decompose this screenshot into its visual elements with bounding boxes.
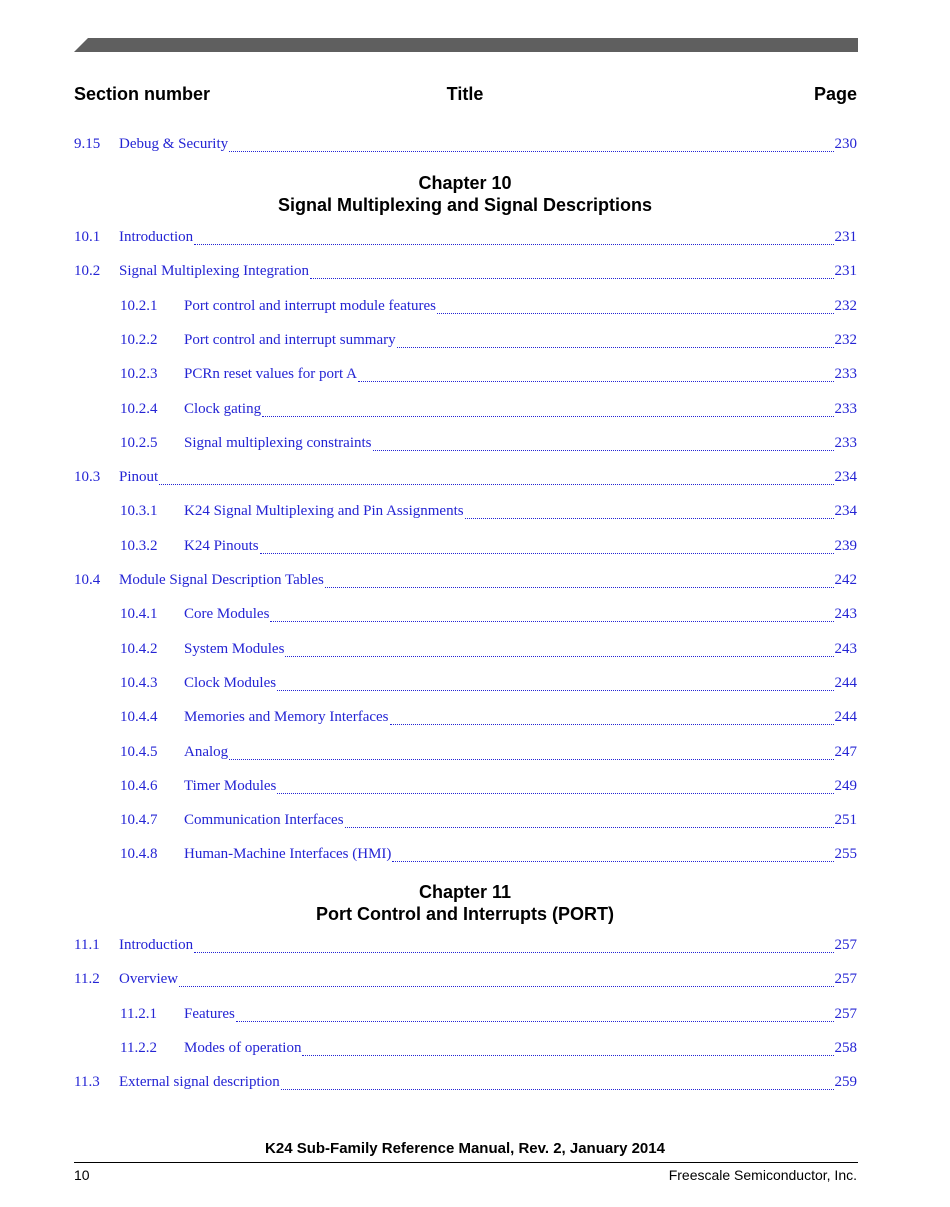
toc-entry-number: 11.2.1	[120, 1006, 157, 1022]
toc-leader-dots	[325, 586, 834, 588]
toc-leader-dots	[159, 483, 833, 485]
toc-leader-dots	[390, 723, 834, 725]
toc-leader-dots	[277, 689, 833, 691]
toc-leader-dots	[194, 243, 833, 245]
toc-entry-title: Debug & Security	[119, 136, 229, 152]
toc-leader-dots	[277, 792, 833, 794]
toc-entry-page: 234	[834, 503, 857, 519]
toc-entry-10-2-4[interactable]	[120, 401, 857, 421]
toc-entry-number: 10.4.6	[120, 778, 158, 794]
toc-entry-10-2-2[interactable]	[120, 332, 857, 352]
column-header-page: Page	[813, 84, 857, 104]
toc-entry-page: 239	[834, 538, 857, 554]
footer-page-number: 10	[74, 1167, 90, 1183]
toc-entry-title: Signal multiplexing constraints	[184, 435, 372, 451]
toc-entry-title: Clock Modules	[184, 675, 277, 691]
toc-entry-page: 247	[834, 744, 857, 760]
toc-entry-10-3-1[interactable]	[120, 503, 857, 523]
toc-leader-dots	[270, 620, 833, 622]
chapter-10-heading	[0, 172, 930, 216]
toc-entry-10-2-3[interactable]	[120, 366, 857, 386]
toc-entry-10-2-5[interactable]	[120, 435, 857, 455]
toc-entry-page: 255	[834, 846, 857, 862]
toc-entry-number: 10.4.7	[120, 812, 158, 828]
toc-entry-10-4[interactable]	[74, 572, 857, 592]
toc-entry-number: 10.2.1	[120, 298, 158, 314]
toc-entry-page: 244	[834, 709, 857, 725]
header-bar	[74, 38, 858, 52]
toc-leader-dots	[345, 826, 834, 828]
toc-leader-dots	[194, 951, 833, 953]
toc-entry-page: 258	[834, 1040, 857, 1056]
toc-entry-number: 10.3.1	[120, 503, 158, 519]
toc-leader-dots	[397, 346, 834, 348]
toc-leader-dots	[229, 150, 833, 152]
toc-entry-title: Port control and interrupt summary	[184, 332, 396, 348]
toc-entry-title: Clock gating	[184, 401, 262, 417]
toc-entry-number: 10.4.4	[120, 709, 158, 725]
toc-entry-page: 257	[834, 971, 857, 987]
toc-entry-number: 10.4.3	[120, 675, 158, 691]
toc-entry-title: Pinout	[119, 469, 159, 485]
toc-entry-number: 10.4.5	[120, 744, 158, 760]
toc-entry-page: 259	[834, 1074, 857, 1090]
footer-company: Freescale Semiconductor, Inc.	[668, 1167, 857, 1183]
toc-leader-dots	[465, 517, 834, 519]
toc-entry-number: 11.2.2	[120, 1040, 157, 1056]
toc-entry-10-1[interactable]	[74, 229, 857, 249]
toc-entry-page: 234	[834, 469, 857, 485]
toc-entry-title: Port control and interrupt module features	[184, 298, 437, 314]
toc-entry-number: 10.2	[74, 263, 101, 279]
toc-entry-number: 11.1	[74, 937, 100, 953]
toc-entry-10-2-1[interactable]	[120, 298, 857, 318]
toc-entry-10-4-1[interactable]	[120, 606, 857, 626]
toc-entry-page: 233	[834, 435, 857, 451]
toc-entry-10-4-5[interactable]	[120, 744, 857, 764]
toc-leader-dots	[179, 985, 833, 987]
toc-entry-number: 10.3.2	[120, 538, 158, 554]
chapter-11-heading	[0, 881, 930, 925]
toc-leader-dots	[392, 860, 833, 862]
toc-entry-title: Core Modules	[184, 606, 270, 622]
toc-entry-10-4-4[interactable]	[120, 709, 857, 729]
toc-leader-dots	[373, 449, 834, 451]
toc-entry-10-3-2[interactable]	[120, 538, 857, 558]
toc-leader-dots	[358, 380, 834, 382]
footer-manual-title: K24 Sub-Family Reference Manual, Rev. 2, January 2014	[265, 1140, 665, 1157]
toc-entry-10-4-8[interactable]	[120, 846, 857, 866]
toc-entry-10-3[interactable]	[74, 469, 857, 489]
toc-entry-11-2-1[interactable]	[120, 1006, 857, 1026]
toc-entry-10-4-2[interactable]	[120, 641, 857, 661]
toc-entry-title: PCRn reset values for port A	[184, 366, 357, 382]
toc-entry-title: Module Signal Description Tables	[119, 572, 324, 588]
toc-entry-page: 257	[834, 937, 857, 953]
chapter-number: Chapter 10	[418, 173, 512, 193]
chapter-number: Chapter 11	[418, 882, 512, 902]
toc-entry-title: System Modules	[184, 641, 285, 657]
toc-entry-number: 10.2.2	[120, 332, 158, 348]
toc-entry-title: Timer Modules	[184, 778, 277, 794]
toc-entry-title: Introduction	[119, 229, 194, 245]
toc-entry-10-4-7[interactable]	[120, 812, 857, 832]
toc-entry-title: Analog	[184, 744, 229, 760]
toc-leader-dots	[310, 277, 834, 279]
toc-entry-page: 243	[834, 641, 857, 657]
toc-entry-page: 257	[834, 1006, 857, 1022]
toc-entry-page: 233	[834, 401, 857, 417]
toc-leader-dots	[281, 1088, 834, 1090]
toc-entry-number: 9.15	[74, 136, 101, 152]
toc-entry-number: 10.3	[74, 469, 101, 485]
toc-entry-page: 230	[834, 136, 857, 152]
toc-entry-number: 11.2	[74, 971, 100, 987]
toc-entry-title: Human-Machine Interfaces (HMI)	[184, 846, 392, 862]
toc-entry-page: 231	[834, 263, 857, 279]
toc-entry-number: 10.4	[74, 572, 101, 588]
toc-entry-title: Features	[184, 1006, 235, 1022]
toc-entry-number: 10.4.8	[120, 846, 158, 862]
toc-entry-11-2-2[interactable]	[120, 1040, 857, 1060]
toc-entry-number: 10.4.1	[120, 606, 158, 622]
toc-entry-10-2[interactable]	[74, 263, 857, 283]
toc-entry-page: 242	[834, 572, 857, 588]
toc-leader-dots	[437, 312, 833, 314]
toc-entry-title: Overview	[119, 971, 179, 987]
column-header-section-number: Section number	[74, 84, 211, 104]
toc-leader-dots	[229, 758, 833, 760]
toc-entry-page: 243	[834, 606, 857, 622]
toc-entry-number: 10.1	[74, 229, 101, 245]
toc-entry-page: 251	[834, 812, 857, 828]
toc-entry-page: 249	[834, 778, 857, 794]
toc-entry-9-15[interactable]	[74, 136, 857, 156]
toc-entry-title: K24 Pinouts	[184, 538, 259, 554]
toc-leader-dots	[262, 415, 833, 417]
toc-entry-page: 244	[834, 675, 857, 691]
toc-entry-page: 231	[834, 229, 857, 245]
toc-entry-number: 10.2.4	[120, 401, 158, 417]
toc-entry-11-3[interactable]	[74, 1074, 857, 1094]
toc-leader-dots	[236, 1020, 834, 1022]
chapter-title: Port Control and Interrupts (PORT)	[316, 904, 614, 924]
toc-entry-10-4-6[interactable]	[120, 778, 857, 798]
toc-entry-title: Introduction	[119, 937, 194, 953]
toc-entry-number: 11.3	[74, 1074, 100, 1090]
toc-entry-title: K24 Signal Multiplexing and Pin Assignments	[184, 503, 464, 519]
toc-entry-10-4-3[interactable]	[120, 675, 857, 695]
toc-entry-title: Signal Multiplexing Integration	[119, 263, 309, 279]
toc-entry-page: 233	[834, 366, 857, 382]
toc-leader-dots	[285, 655, 833, 657]
toc-entry-number: 10.2.3	[120, 366, 158, 382]
toc-entry-11-1[interactable]	[74, 937, 857, 957]
toc-entry-number: 10.4.2	[120, 641, 158, 657]
toc-entry-page: 232	[834, 298, 857, 314]
toc-entry-number: 10.2.5	[120, 435, 158, 451]
toc-entry-title: Memories and Memory Interfaces	[184, 709, 389, 725]
toc-leader-dots	[302, 1054, 833, 1056]
toc-entry-title: Modes of operation	[184, 1040, 302, 1056]
toc-leader-dots	[260, 552, 834, 554]
toc-entry-11-2[interactable]	[74, 971, 857, 991]
column-header-title: Title	[446, 84, 484, 104]
toc-entry-title: Communication Interfaces	[184, 812, 344, 828]
footer-divider	[74, 1162, 858, 1163]
toc-entry-page: 232	[834, 332, 857, 348]
chapter-title: Signal Multiplexing and Signal Descriptions	[277, 195, 653, 215]
toc-entry-title: External signal description	[119, 1074, 280, 1090]
